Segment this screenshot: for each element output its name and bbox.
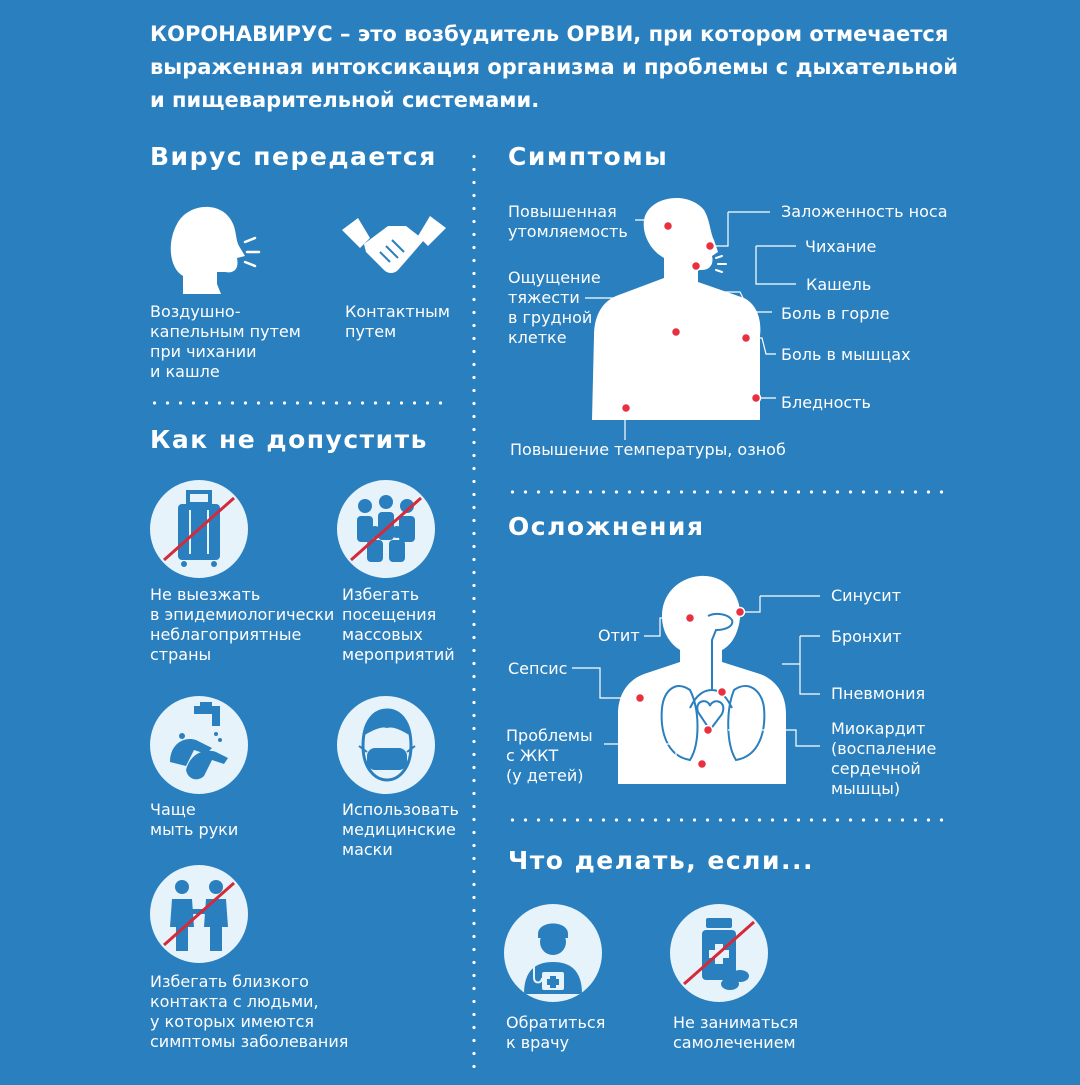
- prevention-handwash-label: Чаще мыть руки: [150, 800, 239, 839]
- complication-pneumonia: Пневмония: [831, 684, 926, 703]
- transmission-title: Вирус передается: [150, 142, 437, 171]
- symptom-muscles: Боль в мышцах: [781, 345, 911, 364]
- prevention-crowds-label: Избегать посещения массовых мероприятий: [342, 585, 455, 664]
- complication-sinusitis: Синусит: [831, 586, 902, 605]
- complications-title: Осложнения: [508, 512, 705, 541]
- transmission-contact-label: Контактным путем: [345, 302, 450, 341]
- complication-bronchitis: Бронхит: [831, 627, 902, 646]
- complication-gi: Проблемы с ЖКТ (у детей): [506, 726, 593, 785]
- symptom-sneeze: Чихание: [805, 237, 877, 256]
- symptom-nose: Заложенность носа: [781, 202, 948, 221]
- doctor-icon: [504, 904, 602, 1002]
- symptom-throat: Боль в горле: [781, 304, 890, 323]
- todo-selfmed-label: Не заниматься самолечением: [673, 1013, 799, 1052]
- complication-myocarditis: Миокардит (воспаление сердечной мышцы): [831, 719, 937, 798]
- prevention-contact-label: Избегать близкого контакта с людьми, у которых имеются симптомы заболевания: [150, 972, 349, 1051]
- prevention-title: Как не допустить: [150, 425, 428, 454]
- todo-doctor-label: Обратиться к врачу: [506, 1013, 606, 1052]
- symptom-chest: Ощущение тяжести в грудной клетке: [508, 268, 601, 347]
- intro-body: – это возбудитель ОРВИ, при котором отмечается выраженная интоксикация организма и проблемы с дыхательной и пищеварительной системами.: [150, 22, 958, 112]
- intro-lead: КОРОНАВИРУС: [150, 22, 333, 46]
- complication-sepsis: Сепсис: [508, 659, 568, 678]
- symptoms-title: Симптомы: [508, 142, 669, 171]
- medicine-crossed-icon: [670, 904, 768, 1002]
- symptom-fatigue: Повышенная утомляемость: [508, 202, 628, 241]
- todo-title: Что делать, если...: [508, 846, 814, 875]
- symptom-pallor: Бледность: [781, 393, 871, 412]
- prevention-mask-label: Использовать медицинские маски: [342, 800, 459, 859]
- transmission-airborne-label: Воздушно- капельным путем при чихании и кашле: [150, 302, 301, 381]
- prevention-travel-label: Не выезжать в эпидемиологически неблагоприятные страны: [150, 585, 335, 664]
- symptom-temperature: Повышение температуры, озноб: [510, 440, 786, 459]
- complication-otitis: Отит: [598, 626, 640, 645]
- symptom-cough: Кашель: [806, 275, 872, 294]
